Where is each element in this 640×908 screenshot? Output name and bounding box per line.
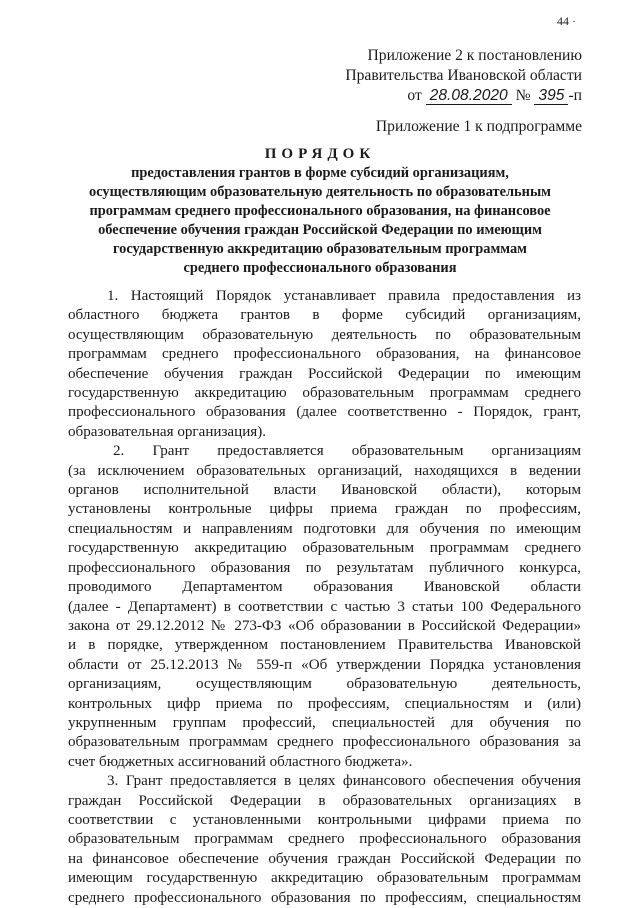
- text-line: государственную аккредитацию образовательным программам среднего: [68, 540, 581, 557]
- text-line: осуществляющим образовательную деятельность по образовательным: [68, 326, 581, 343]
- text-line: организациям, осуществляющим образовательную деятельность,: [68, 676, 581, 693]
- text-line: образовательная организация).: [68, 423, 267, 440]
- text-line: установлены контрольные цифры приема граждан по профессиям,: [68, 501, 581, 518]
- appendix-subprogram: Приложение 1 к подпрограмме: [375, 118, 582, 135]
- document-body: [68, 287, 581, 908]
- handwritten-number: 395: [534, 88, 568, 105]
- text-line: имеющим государственную аккредитацию образовательным программам: [68, 870, 581, 887]
- text-line: (за исключением образовательных организаций, находящихся в ведении: [68, 462, 581, 479]
- date-prefix: от: [407, 87, 422, 104]
- text-line: профессионального образования по результатам публичного конкурса,: [68, 559, 581, 576]
- text-line: 1. Настоящий Порядок устанавливает правила предоставления из: [107, 288, 581, 304]
- subtitle-line: предоставления грантов в форме субсидий организациям,: [131, 165, 509, 181]
- document-title: ПОРЯДОК: [264, 146, 376, 162]
- text-line: закона от 29.12.2012 № 273-ФЗ «Об образовании в Российской Федерации»: [68, 617, 581, 634]
- appendix-line-2: Правительства Ивановской области: [345, 67, 582, 84]
- text-line: областного бюджета грантов в форме субсидий организациям,: [68, 307, 581, 324]
- text-line: 2. Грант предоставляется образовательным организациям: [113, 443, 581, 460]
- text-line: соответствии с установленными контрольными цифрами приема по: [68, 811, 581, 828]
- text-line: государственную аккредитацию образовательным программам среднего: [68, 385, 581, 402]
- text-line: укрупненным группам профессий, специальностей для обучения по: [68, 714, 581, 731]
- text-line: 3. Грант предоставляется в целях финансового обеспечения обучения: [107, 773, 581, 790]
- subtitle-line: обеспечение обучения граждан Российской Федерации по имеющим: [98, 222, 542, 238]
- paragraph-3: [68, 772, 581, 908]
- text-line: профессионального образования (далее соответственно - Порядок, грант,: [68, 404, 581, 421]
- text-line: специальностям и направлениям подготовки для обучения по имеющим: [68, 520, 581, 537]
- appendix-header: [340, 46, 582, 106]
- text-line: среднего профессионального образования по профессиям, специальностям: [68, 889, 581, 906]
- text-line: и в порядке, утвержденном постановлением Правительства Ивановской: [68, 637, 581, 654]
- text-line: обеспечение обучения граждан Российской Федерации по имеющим: [68, 365, 581, 382]
- text-line: образовательным программам среднего профессионального образования: [68, 831, 581, 848]
- text-line: (далее - Департамент) в соответствии с частью 3 статьи 100 Федерального: [68, 598, 581, 615]
- document-subtitle: [40, 164, 600, 278]
- text-line: контрольных цифр приема по профессиям, специальностям и (или): [68, 695, 581, 712]
- text-line: области от 25.12.2013 № 559-п «Об утверждении Порядка установления: [68, 656, 581, 673]
- subtitle-line: программам среднего профессионального образования, на финансовое: [89, 203, 551, 219]
- text-line: граждан Российской Федерации в образовательных организациях в: [68, 792, 581, 809]
- text-line: программам среднего профессионального образования, на финансовое: [68, 346, 581, 363]
- text-line: образовательным программам среднего профессионального образования за: [68, 734, 581, 751]
- number-suffix: -п: [568, 87, 582, 104]
- handwritten-date: 28.08.2020: [426, 88, 512, 105]
- appendix-date-line: [340, 86, 582, 106]
- paragraph-2: [68, 442, 581, 772]
- number-prefix: №: [515, 87, 531, 104]
- appendix-line-1: Приложение 2 к постановлению: [367, 47, 582, 64]
- text-line: органов исполнительной власти Ивановской области), которым: [68, 482, 581, 499]
- text-line: проводимого Департаментом образования Ивановской области: [68, 579, 581, 596]
- subtitle-line: осуществляющим образовательную деятельность по образовательным: [89, 184, 551, 200]
- subtitle-line: среднего профессионального образования: [183, 260, 457, 276]
- text-line: счет бюджетных ассигнований областного бюджета».: [68, 753, 413, 770]
- subtitle-line: государственную аккредитацию образовательным программам: [112, 241, 527, 257]
- paragraph-1: [68, 287, 581, 442]
- page-number: 44 ·: [557, 14, 576, 28]
- text-line: на финансовое обеспечение обучения граждан Российской Федерации по: [68, 850, 581, 867]
